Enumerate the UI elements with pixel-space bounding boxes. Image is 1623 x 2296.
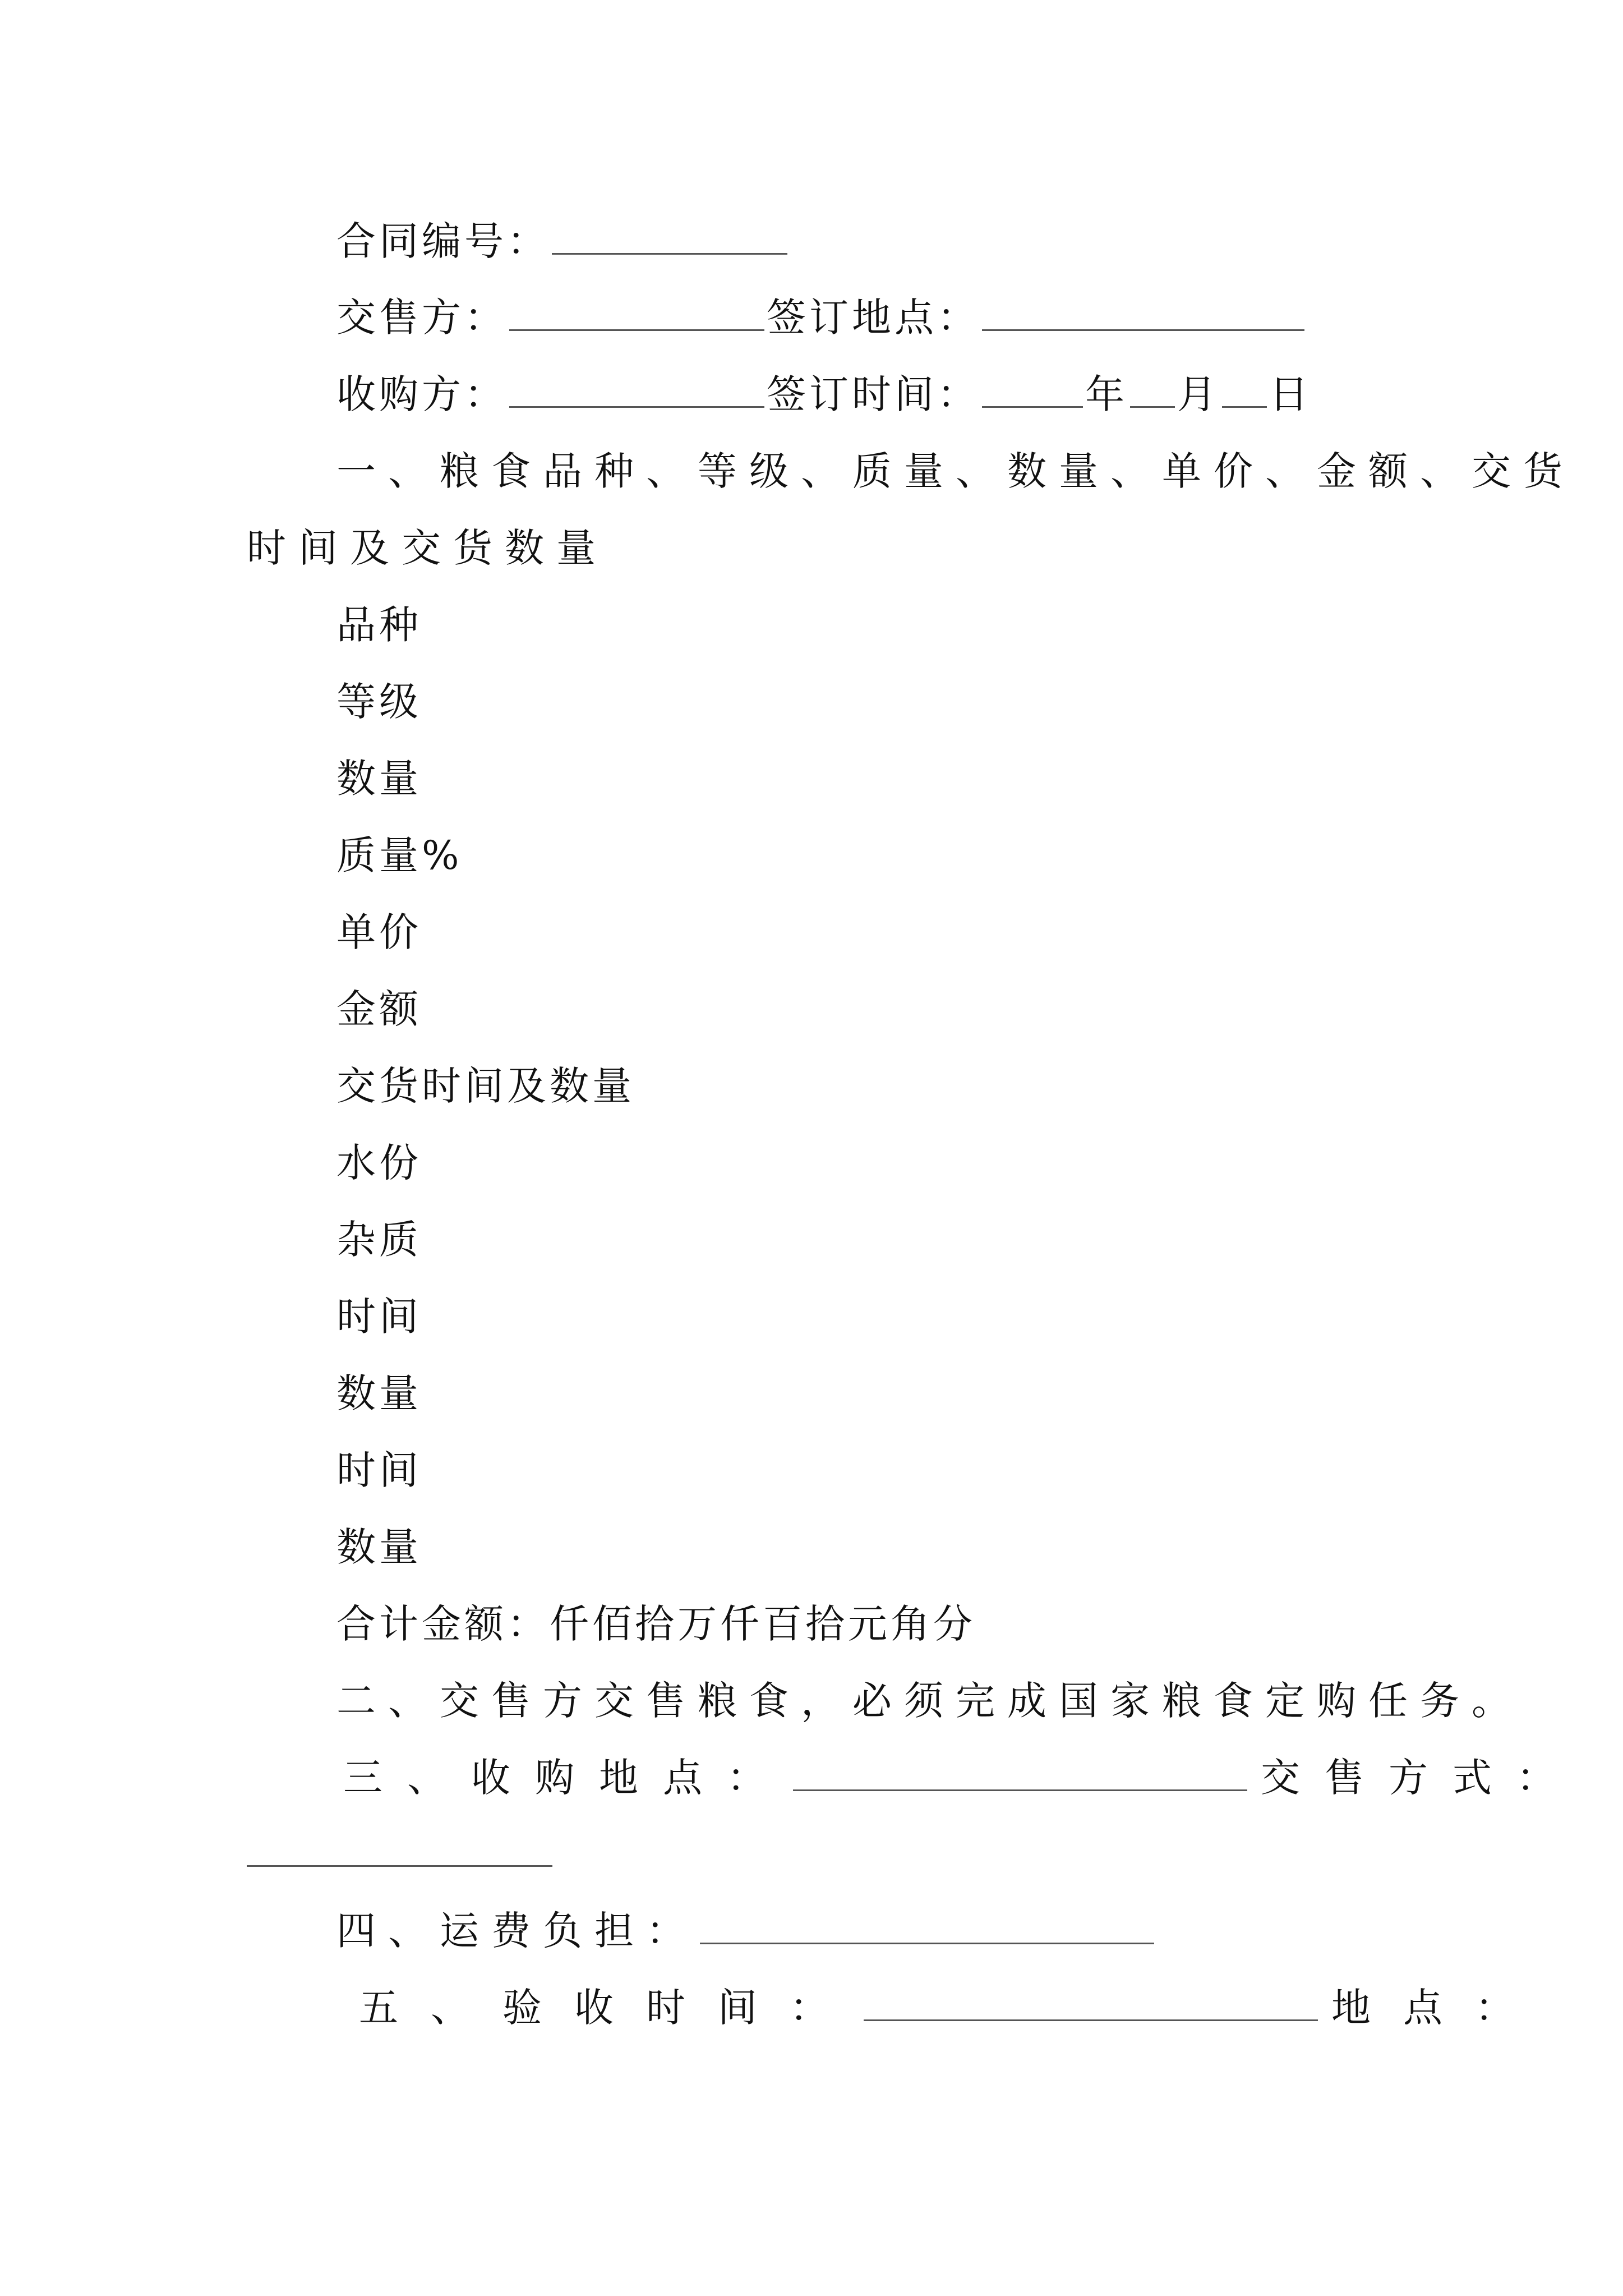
- section5-place-label: 地点：: [1331, 1985, 1547, 2031]
- section3-method-blank[interactable]: [247, 1865, 552, 1867]
- section3-place-label: 三、收购地点：: [343, 1755, 791, 1801]
- year-label: 年: [1085, 371, 1128, 417]
- section1-heading-line1: 一、粮食品种、等级、质量、数量、单价、金额、交货: [336, 448, 1575, 494]
- buyer-row: [336, 366, 1312, 422]
- section4-row: [336, 1903, 1156, 1959]
- section3-method-label: 交售方式：: [1261, 1755, 1580, 1801]
- contract-number-blank[interactable]: [552, 218, 787, 255]
- item-quantity: 数量: [336, 756, 422, 802]
- total-amount: 合计金额：仟佰拾万仟百拾元角分: [336, 1601, 976, 1647]
- item-moisture: 水份: [336, 1140, 422, 1186]
- sign-place-label: 签订地点：: [767, 295, 980, 341]
- seller-label: 交售方：: [336, 295, 507, 341]
- item-quality: 质量%: [336, 832, 463, 878]
- item-quantity-1: 数量: [336, 1370, 422, 1416]
- section4-blank[interactable]: [700, 1908, 1154, 1944]
- item-unit-price: 单价: [336, 909, 422, 955]
- item-quantity-2: 数量: [336, 1524, 422, 1570]
- item-delivery-time-quantity: 交货时间及数量: [336, 1063, 635, 1109]
- section2-text: 二、交售方交售粮食，必须完成国家粮食定购任务。: [336, 1678, 1523, 1724]
- section3-row: [343, 1750, 1580, 1806]
- item-amount: 金额: [336, 986, 422, 1032]
- sign-time-label: 签订时间：: [767, 371, 980, 417]
- sign-day-blank[interactable]: [1222, 371, 1267, 408]
- section5-time-blank[interactable]: [864, 1985, 1318, 2021]
- item-time-2: 时间: [336, 1447, 422, 1493]
- day-label: 日: [1269, 371, 1312, 417]
- section5-row: [359, 1980, 1547, 2036]
- item-grade: 等级: [336, 679, 422, 725]
- item-impurity: 杂质: [336, 1217, 422, 1263]
- section4-label: 四、运费负担：: [336, 1908, 698, 1954]
- contract-number-row: [336, 213, 790, 269]
- sign-month-blank[interactable]: [1130, 371, 1175, 408]
- seller-row: [336, 289, 1307, 346]
- month-label: 月: [1177, 371, 1220, 417]
- buyer-blank[interactable]: [509, 371, 764, 408]
- section1-heading-line2: 时间及交货数量: [247, 525, 608, 571]
- section5-time-label: 五、验收时间：: [359, 1985, 861, 2031]
- seller-blank[interactable]: [509, 295, 764, 331]
- buyer-label: 收购方：: [336, 371, 507, 417]
- item-variety: 品种: [336, 602, 422, 648]
- section3-place-blank[interactable]: [793, 1755, 1247, 1791]
- sign-year-blank[interactable]: [982, 371, 1083, 408]
- contract-number-label: 合同编号：: [336, 218, 550, 264]
- sign-place-blank[interactable]: [982, 295, 1304, 331]
- item-time-1: 时间: [336, 1294, 422, 1340]
